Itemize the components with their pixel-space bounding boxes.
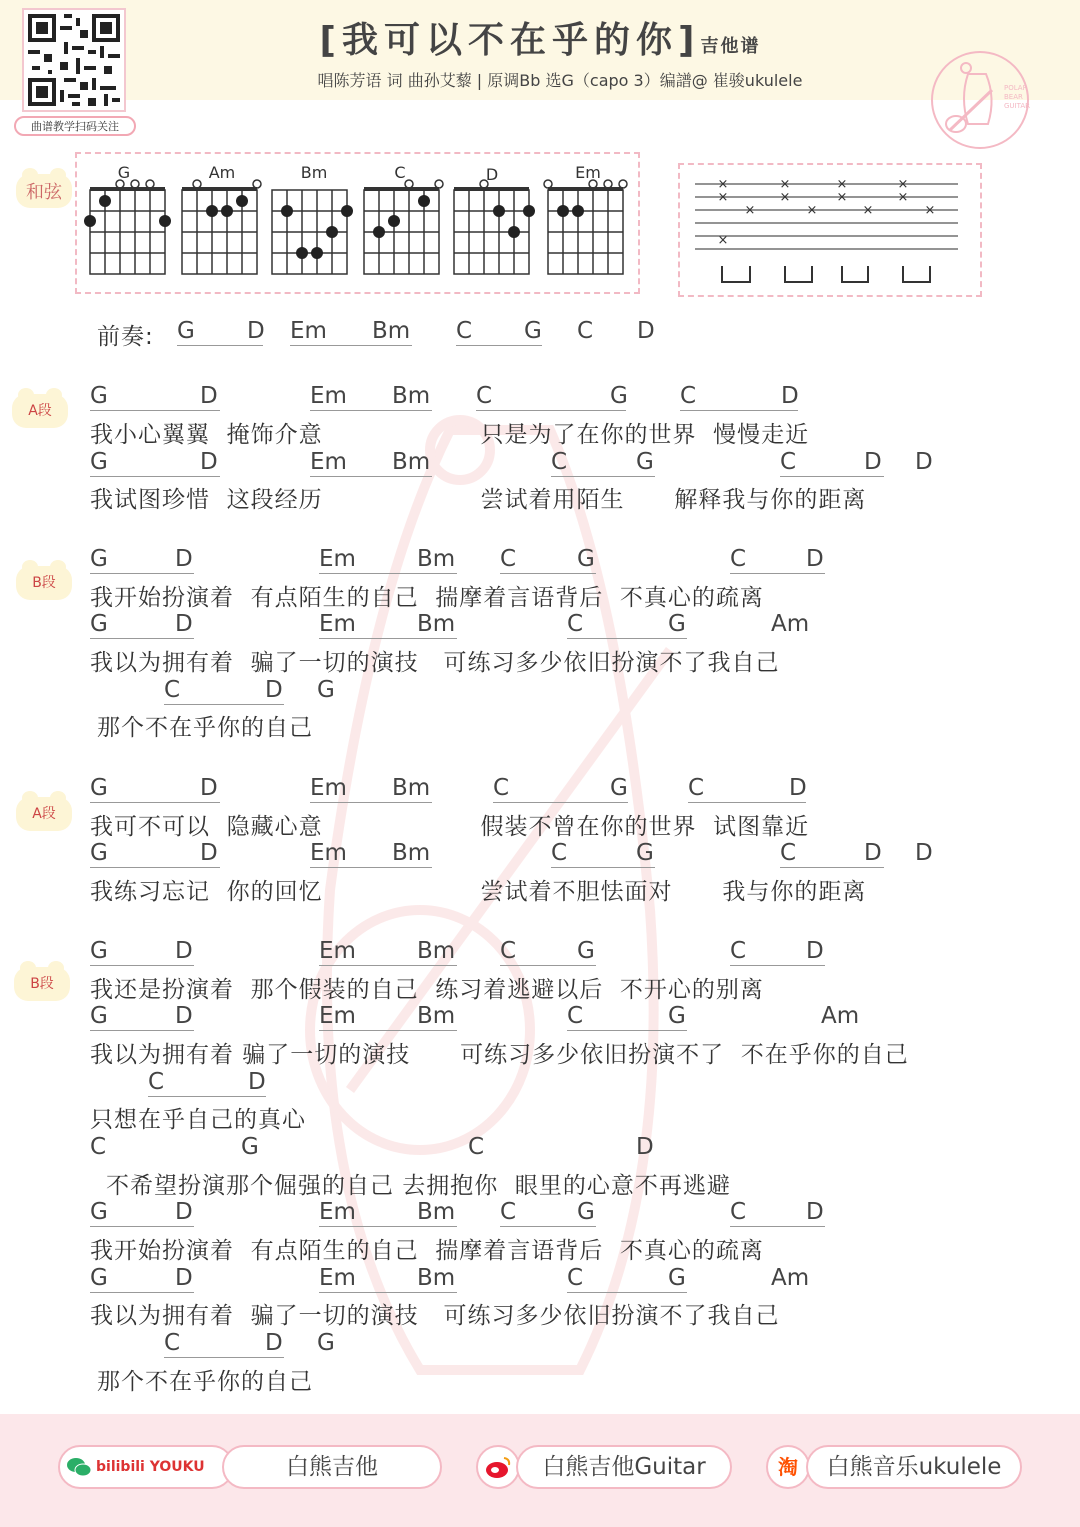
chord-label: Em bbox=[319, 1003, 457, 1031]
taobao-icon[interactable] bbox=[766, 1445, 810, 1489]
chord-label: C bbox=[148, 1069, 266, 1097]
lyric-text: 我练习忘记 你的回忆 尝试着不胆怯面对 我与你的距离 bbox=[90, 879, 867, 905]
chord-label: C bbox=[493, 775, 628, 803]
prelude-chord: G bbox=[524, 318, 542, 344]
chord-label: C bbox=[164, 677, 284, 705]
weibo-icon[interactable] bbox=[476, 1445, 520, 1489]
lyric-text: 那个不在乎你的自己 bbox=[97, 715, 313, 741]
lyric-text: 我小心翼翼 掩饰介意 只是为了在你的世界 慢慢走近 bbox=[90, 422, 810, 448]
chord-label: D bbox=[200, 840, 218, 866]
chord-label: G bbox=[90, 1003, 194, 1031]
chord-label: G bbox=[668, 1003, 686, 1029]
chord-label: G bbox=[317, 1330, 335, 1356]
chord-label: Bm bbox=[417, 611, 456, 637]
lyric-text: 只想在乎自己的真心 bbox=[90, 1107, 306, 1133]
chord-name-g: G bbox=[117, 163, 131, 182]
chord-label: G bbox=[90, 840, 220, 868]
chord-label: D bbox=[864, 840, 882, 866]
svg-text:×: × bbox=[897, 177, 909, 192]
lyric-text: 我以为拥有着 骗了一切的演技 可练习多少依旧扮演不了我自己 bbox=[90, 650, 780, 676]
section-tag-chords bbox=[16, 168, 72, 208]
lyric-text: 那个不在乎你的自己 bbox=[97, 1369, 313, 1395]
chord-label: D bbox=[781, 383, 799, 409]
chord-label: Am bbox=[771, 611, 810, 637]
svg-text:×: × bbox=[717, 233, 729, 248]
chord-label: G bbox=[90, 1265, 194, 1293]
lyric-text: 我开始扮演着 有点陌生的自己 揣摩着言语背后 不真心的疏离 bbox=[90, 585, 764, 611]
chord-label: Am bbox=[771, 1265, 810, 1291]
chord-label: G bbox=[610, 383, 628, 409]
chord-label: C bbox=[688, 775, 806, 803]
section-tag-b1 bbox=[16, 560, 72, 600]
chord-label: G bbox=[636, 449, 654, 475]
chord-label: D bbox=[636, 1134, 654, 1160]
chord-name-d: D bbox=[485, 165, 499, 184]
chord-name-c: C bbox=[394, 163, 406, 182]
chord-label: Bm bbox=[417, 546, 456, 572]
chord-label: G bbox=[90, 1199, 194, 1227]
chord-label: C bbox=[500, 546, 596, 574]
chord-label: G bbox=[668, 611, 686, 637]
chord-label: Em bbox=[310, 449, 432, 477]
chord-name-bm: Bm bbox=[300, 163, 328, 182]
chord-diagrams bbox=[82, 160, 632, 290]
chord-label: G bbox=[90, 611, 194, 639]
pill-label: 白熊吉他Guitar bbox=[542, 1454, 706, 1480]
svg-text:×: × bbox=[836, 190, 848, 205]
chord-label: Em bbox=[319, 938, 457, 966]
chord-label: D bbox=[175, 611, 193, 637]
svg-text:×: × bbox=[717, 190, 729, 205]
chord-label: G bbox=[90, 383, 220, 411]
section-tag-b2-label: B段 bbox=[30, 976, 54, 992]
chord-label: C bbox=[780, 449, 884, 477]
prelude-chord: D bbox=[247, 318, 265, 344]
section-tag-a2 bbox=[16, 791, 72, 831]
song-title bbox=[0, 12, 1080, 63]
chord-label: G bbox=[636, 840, 654, 866]
chord-label: D bbox=[265, 1330, 283, 1356]
weibo-pill[interactable] bbox=[516, 1445, 732, 1489]
chord-label: C bbox=[164, 1330, 284, 1358]
chord-label: D bbox=[806, 1199, 824, 1225]
lyric-text: 我试图珍惜 这段经历 尝试着用陌生 解释我与你的距离 bbox=[90, 487, 867, 513]
chord-label: D bbox=[200, 775, 218, 801]
lyric-text: 我以为拥有着 骗了一切的演技 可练习多少依旧扮演不了我自己 bbox=[90, 1303, 780, 1329]
chord-label: D bbox=[864, 449, 882, 475]
section-tag-b1-label: B段 bbox=[32, 575, 56, 591]
chord-label: C bbox=[730, 1199, 825, 1227]
logo-text-2: BEAR bbox=[1004, 93, 1023, 101]
section-tag-chords-label: 和弦 bbox=[26, 182, 62, 203]
qr-caption: 曲谱教学扫码关注 bbox=[14, 116, 136, 136]
chord-label: D bbox=[265, 677, 283, 703]
prelude-chord: Bm bbox=[372, 318, 411, 344]
baixiong-guitar-pill[interactable] bbox=[222, 1445, 442, 1489]
chord-name-am: Am bbox=[208, 163, 236, 182]
chord-label: Am bbox=[821, 1003, 860, 1029]
lyric-text: 我以为拥有着 骗了一切的演技 可练习多少依旧扮演不了 不在乎你的自己 bbox=[90, 1042, 909, 1068]
chord-label: C bbox=[476, 383, 626, 411]
chord-grid-em bbox=[548, 189, 623, 274]
prelude-label: 前奏: bbox=[97, 324, 154, 350]
chord-label: D bbox=[789, 775, 807, 801]
taobao-glyph: 淘 bbox=[778, 1455, 798, 1479]
chord-label: G bbox=[90, 938, 194, 966]
chord-label: D bbox=[200, 383, 218, 409]
chord-label: D bbox=[806, 546, 824, 572]
chord-label: Bm bbox=[417, 938, 456, 964]
svg-text:×: × bbox=[836, 177, 848, 192]
chord-label: Em bbox=[319, 1199, 457, 1227]
chord-label: D bbox=[175, 1265, 193, 1291]
chord-label: Bm bbox=[392, 449, 431, 475]
svg-text:×: × bbox=[862, 203, 874, 218]
chord-label: G bbox=[90, 775, 220, 803]
chord-name-em: Em bbox=[575, 163, 601, 182]
chord-label: Em bbox=[319, 1265, 457, 1293]
strum-pattern-tab bbox=[690, 170, 970, 290]
chord-label: D bbox=[175, 1199, 193, 1225]
svg-text:×: × bbox=[744, 203, 756, 218]
lyric-text: 不希望扮演那个倔强的自己 去拥抱你 眼里的心意不再逃避 bbox=[106, 1173, 731, 1199]
svg-text:×: × bbox=[924, 203, 936, 218]
chord-label: D bbox=[175, 938, 193, 964]
chord-label: G bbox=[317, 677, 335, 703]
chord-label: G bbox=[577, 938, 595, 964]
chord-label: G bbox=[668, 1265, 686, 1291]
lyric-text: 我还是扮演着 那个假装的自己 练习着逃避以后 不开心的别离 bbox=[90, 977, 764, 1003]
chord-label: Em bbox=[319, 611, 457, 639]
taobao-pill[interactable] bbox=[806, 1445, 1022, 1489]
polar-bear-logo-icon bbox=[930, 38, 1030, 162]
chord-label: G bbox=[577, 1199, 595, 1225]
prelude-chord: G bbox=[177, 318, 263, 346]
chord-label: C bbox=[567, 611, 687, 639]
logo-text-1: POLAR bbox=[1004, 84, 1028, 92]
lyric-text: 我可不可以 隐藏心意 假装不曾在你的世界 试图靠近 bbox=[90, 814, 810, 840]
chord-label: D bbox=[175, 1003, 193, 1029]
svg-text:×: × bbox=[806, 203, 818, 218]
chord-label: D bbox=[200, 449, 218, 475]
song-title-text: [我可以不在乎的你] bbox=[319, 20, 701, 61]
chord-label: Bm bbox=[417, 1265, 456, 1291]
svg-text:×: × bbox=[897, 190, 909, 205]
section-tag-a1-label: A段 bbox=[28, 403, 52, 419]
chord-label: Bm bbox=[417, 1003, 456, 1029]
chord-label: G bbox=[90, 546, 194, 574]
chord-label: C bbox=[780, 840, 884, 868]
chord-label: C bbox=[500, 938, 596, 966]
chord-label: D bbox=[915, 840, 933, 866]
chord-label: G bbox=[577, 546, 595, 572]
chord-label: Em bbox=[319, 546, 457, 574]
chord-label: C bbox=[730, 938, 825, 966]
chord-label: Bm bbox=[392, 775, 431, 801]
song-subtitle: 吉他谱 bbox=[700, 36, 761, 57]
chord-label: Bm bbox=[392, 840, 431, 866]
chord-label: C bbox=[500, 1199, 596, 1227]
chord-label: D bbox=[915, 449, 933, 475]
chord-label: G bbox=[241, 1134, 259, 1160]
chord-label: Em bbox=[310, 383, 432, 411]
platforms-text: bilibili YOUKU bbox=[96, 1459, 205, 1475]
logo-text-3: GUITAR bbox=[1004, 102, 1030, 110]
chord-label: Bm bbox=[392, 383, 431, 409]
prelude-chord: Em bbox=[290, 318, 412, 346]
chord-label: C bbox=[551, 840, 655, 868]
lyric-text: 我开始扮演着 有点陌生的自己 揣摩着言语背后 不真心的疏离 bbox=[90, 1238, 764, 1264]
chord-label: Em bbox=[310, 775, 432, 803]
chord-label: D bbox=[248, 1069, 266, 1095]
prelude-chord: C bbox=[456, 318, 542, 346]
chord-label: Bm bbox=[417, 1199, 456, 1225]
chord-label: G bbox=[610, 775, 628, 801]
chord-label: C bbox=[730, 546, 825, 574]
chord-label: D bbox=[806, 938, 824, 964]
svg-text:×: × bbox=[717, 177, 729, 192]
song-meta: 唱陈芳语 词 曲孙艾藜 | 原调Bb 选G（capo 3）编譜@ 崔骏ukulele bbox=[317, 71, 803, 90]
chord-label: C bbox=[468, 1134, 485, 1160]
chord-label: Em bbox=[310, 840, 432, 868]
chord-label: C bbox=[567, 1265, 687, 1293]
svg-text:×: × bbox=[779, 177, 791, 192]
chord-label: G bbox=[90, 449, 220, 477]
chord-label: C bbox=[680, 383, 798, 411]
chord-label: C bbox=[567, 1003, 687, 1031]
chord-label: C bbox=[90, 1134, 107, 1160]
section-tag-b2 bbox=[14, 961, 70, 1001]
chord-label: C bbox=[551, 449, 655, 477]
pill-label: 白熊音乐ukulele bbox=[826, 1454, 1002, 1480]
chord-label: D bbox=[175, 546, 193, 572]
pill-label: 白熊吉他 bbox=[286, 1454, 378, 1480]
prelude-chord: D bbox=[637, 318, 655, 344]
prelude-chord: C bbox=[577, 318, 594, 344]
svg-text:×: × bbox=[779, 190, 791, 205]
wechat-icon bbox=[66, 1456, 92, 1478]
section-tag-a1 bbox=[12, 388, 68, 428]
section-tag-a2-label: A段 bbox=[32, 806, 56, 822]
